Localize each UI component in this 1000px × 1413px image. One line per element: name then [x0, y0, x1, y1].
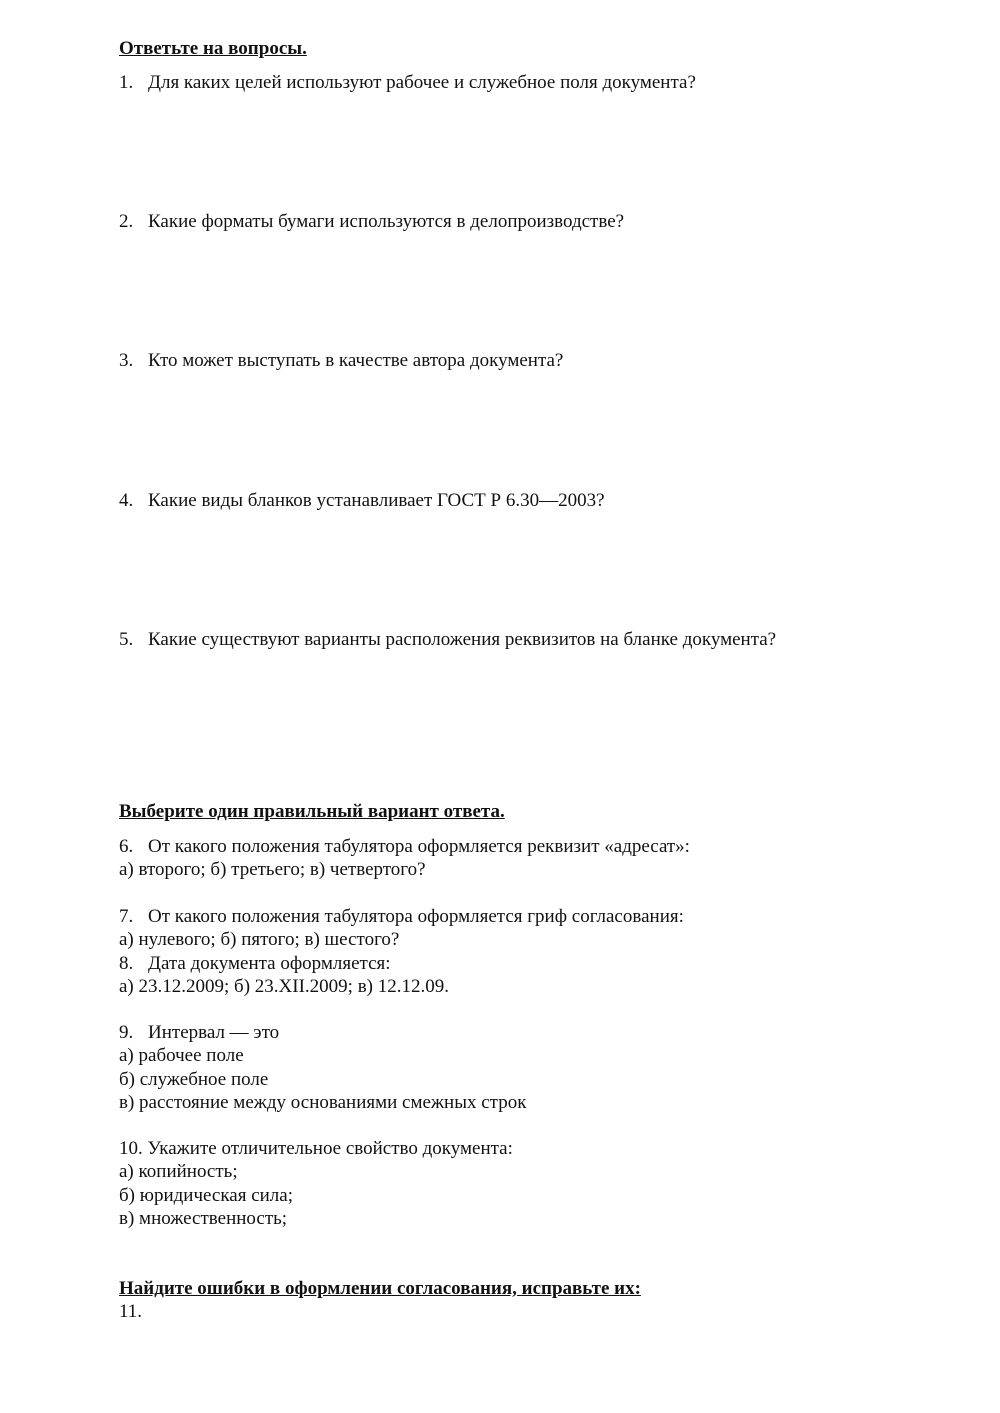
question-8: [119, 952, 449, 999]
section-heading-find-errors: Найдите ошибки в оформлении согласования, исправьте их:: [119, 1278, 641, 1299]
question-text: Какие существуют варианты расположения реквизитов на бланке документа?: [148, 629, 777, 650]
question-text: От какого положения табулятора оформляется гриф согласования:: [148, 906, 684, 927]
question-number: 2.: [119, 211, 134, 232]
question-number: 7.: [119, 906, 134, 927]
question-3: [119, 349, 563, 372]
question-5: [119, 628, 776, 651]
question-text: Какие форматы бумаги используются в делопроизводстве?: [148, 211, 625, 232]
question-number: 3.: [119, 350, 134, 371]
question-number: 4.: [119, 490, 134, 511]
answer-option: а) рабочее поле: [119, 1045, 244, 1067]
question-text: 10. Укажите отличительное свойство документа:: [119, 1138, 513, 1159]
answer-option: б) служебное поле: [119, 1068, 269, 1090]
question-text: Для каких целей используют рабочее и служебное поля документа?: [148, 72, 696, 93]
question-text: Какие виды бланков устанавливает ГОСТ Р 6.30—2003?: [148, 490, 605, 511]
section-heading-answer-questions: Ответьте на вопросы.: [119, 38, 307, 59]
answer-options: а) нулевого; б) пятого; в) шестого?: [119, 929, 400, 951]
question-text: Интервал — это: [148, 1022, 280, 1043]
question-2: [119, 210, 624, 233]
question-text: Кто может выступать в качестве автора документа?: [148, 350, 564, 371]
question-number: 5.: [119, 629, 134, 650]
question-6: [119, 835, 690, 882]
section-heading-choose-answer: Выберите один правильный вариант ответа.: [119, 801, 505, 822]
question-1: [119, 71, 696, 94]
answer-options: а) 23.12.2009; б) 23.XII.2009; в) 12.12.09.: [119, 976, 449, 998]
question-number: 9.: [119, 1022, 134, 1043]
question-7: [119, 905, 684, 952]
answer-option: в) расстояние между основаниями смежных строк: [119, 1091, 527, 1113]
question-4: [119, 489, 605, 512]
question-number: 6.: [119, 836, 134, 857]
answer-options: а) второго; б) третьего; в) четвертого?: [119, 859, 426, 881]
question-9: [119, 1021, 526, 1114]
answer-option: а) копийность;: [119, 1161, 238, 1183]
item-11-number: 11.: [119, 1301, 143, 1322]
question-text: От какого положения табулятора оформляется реквизит «адресат»:: [148, 836, 690, 857]
question-10: [119, 1137, 513, 1230]
question-number: 8.: [119, 953, 134, 974]
answer-option: б) юридическая сила;: [119, 1184, 293, 1206]
answer-option: в) множественность;: [119, 1207, 288, 1229]
question-text: Дата документа оформляется:: [148, 953, 391, 974]
question-number: 1.: [119, 72, 134, 93]
